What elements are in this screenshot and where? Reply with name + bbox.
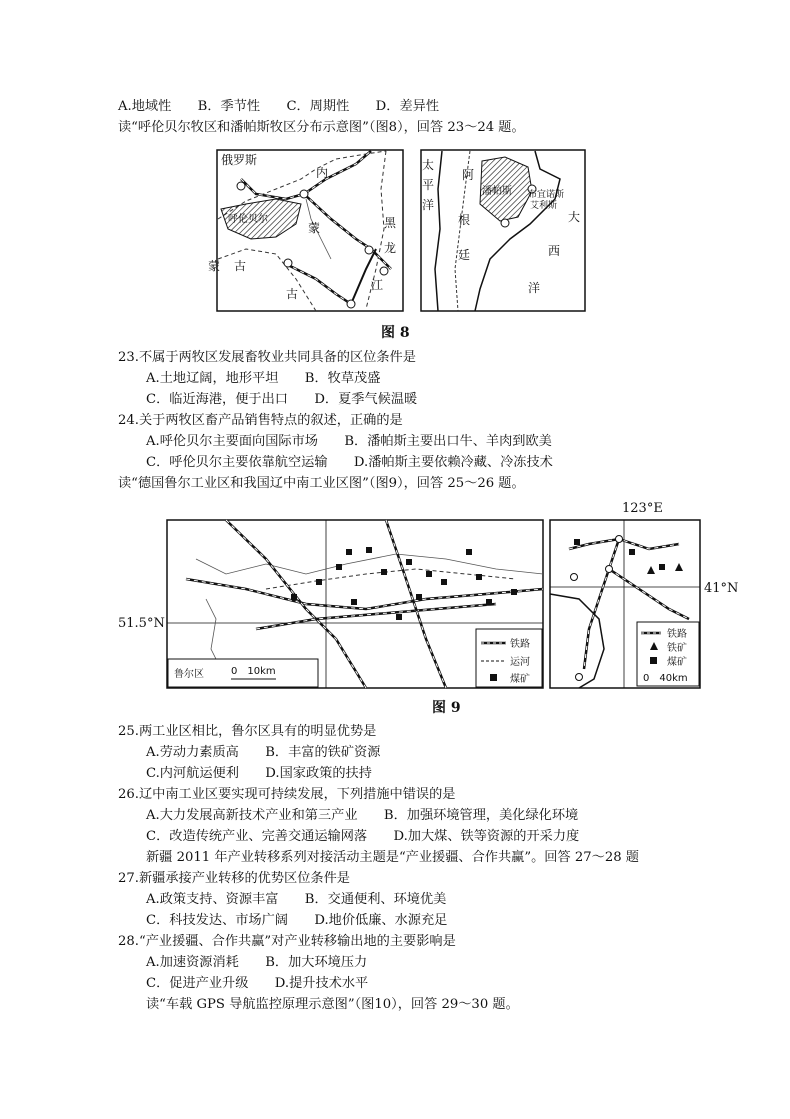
q27-stem: 27.新疆承接产业转移的优势区位条件是 [118,871,350,886]
q23-options-ab: A.土地辽阔，地形平坦 B．牧草茂盛 [146,371,381,386]
q24-options-cd: C．呼伦贝尔主要依靠航空运输 D.潘帕斯主要依赖冷藏、冷冻技术 [146,455,553,470]
label-atlantic-2: 西 [548,244,561,258]
label-buenos-2: 艾利斯 [530,201,558,211]
q25-stem: 25.两工业区相比，鲁尔区具有的明显优势是 [118,724,377,739]
figure-8-left-map [208,149,404,312]
label-heilong-1: 黑 [384,216,397,230]
q22-options: A.地域性 B．季节性 C．周期性 D．差异性 [118,99,440,114]
lon-label: 123°E [622,501,663,516]
q25-options-cd: C.内河航运便利 D.国家政策的扶持 [146,766,372,781]
label-inner-2: 蒙 [308,221,321,235]
label-inner-3: 古 [286,287,299,301]
figure-9-liaozhongnan-map [549,519,701,689]
legend-left-coal: 煤矿 [510,674,530,685]
label-mongolia-2: 古 [234,259,247,273]
q26-options-ab: A.大力发展高新技术产业和第三产业 B．加强环境管理，美化绿化环境 [146,808,579,823]
ruhr-scale: 0 10km [231,666,276,677]
q23-options-cd: C．临近海港，便于出口 D．夏季气候温暖 [146,392,418,407]
q28-stem: 28.“产业援疆、合作共赢”对产业转移输出地的主要影响是 [118,934,456,949]
intro-29-30: 读“车载 GPS 导航监控原理示意图”（图10），回答 29～30 题。 [146,997,519,1012]
q26-stem: 26.辽中南工业区要实现可持续发展，下列措施中错误的是 [118,787,456,802]
intro-23-24: 读“呼伦贝尔牧区和潘帕斯牧区分布示意图”（图8），回答 23～24 题。 [118,120,525,135]
label-pacific-2: 平 [422,178,435,192]
figure-8-caption: 图 8 [381,325,410,341]
q28-options-ab: A.加速资源消耗 B．加大环境压力 [146,955,368,970]
liao-scale: 0 40km [643,673,688,684]
label-russia: 俄罗斯 [221,153,258,167]
q24-stem: 24.关于两牧区畜产品销售特点的叙述，正确的是 [118,413,403,428]
label-hulunbuir: 呼伦贝尔 [228,214,268,225]
figure-9-ruhr-map [166,519,544,689]
legend-right-coal: 煤矿 [667,657,687,668]
figure-9-caption: 图 9 [432,700,461,716]
intro-27-28: 新疆 2011 年产业转移系列对接活动主题是“产业援疆、合作共赢”。回答 27～28 题 [146,850,639,865]
label-atlantic-1: 大 [568,210,581,224]
label-argentina-1: 阿 [462,168,475,182]
legend-left-railway: 铁路 [510,639,530,650]
label-heilong-2: 龙 [384,241,397,255]
label-pampas: 潘帕斯 [482,186,512,197]
q27-options-cd: C．科技发达、市场广阔 D.地价低廉、水源充足 [146,913,448,928]
q28-options-cd: C．促进产业升级 D.提升技术水平 [146,976,369,991]
q23-stem: 23.不属于两牧区发展畜牧业共同具备的区位条件是 [118,350,416,365]
lat-left-label: 51.5°N [118,616,165,631]
label-pacific-3: 洋 [422,198,435,212]
figure-8-right-map [420,149,586,312]
label-buenos-1: 布宜诺斯 [528,190,565,200]
q25-options-ab: A.劳动力素质高 B．丰富的铁矿资源 [146,745,381,760]
lat-right-label: 41°N [704,581,739,596]
q26-options-cd: C．改造传统产业、完善交通运输网落 D.加大煤、铁等资源的开采力度 [146,829,580,844]
ruhr-label: 鲁尔区 [174,669,204,680]
q24-options-ab: A.呼伦贝尔主要面向国际市场 B．潘帕斯主要出口牛、羊肉到欧美 [146,434,552,449]
intro-25-26: 读“德国鲁尔工业区和我国辽中南工业区图”（图9），回答 25～26 题。 [118,476,525,491]
label-argentina-2: 根 [458,213,471,227]
label-pacific-1: 太 [422,158,435,172]
legend-right-iron: 铁矿 [667,643,687,654]
label-heilong-3: 江 [371,278,384,292]
label-atlantic-3: 洋 [528,281,541,295]
legend-right-railway: 铁路 [667,629,687,640]
q27-options-ab: A.政策支持、资源丰富 B．交通便利、环境优美 [146,892,447,907]
label-inner-1: 内 [316,166,329,180]
label-argentina-3: 廷 [458,248,471,262]
legend-left-canal: 运河 [510,657,530,668]
label-mongolia-1: 蒙 [208,259,221,273]
